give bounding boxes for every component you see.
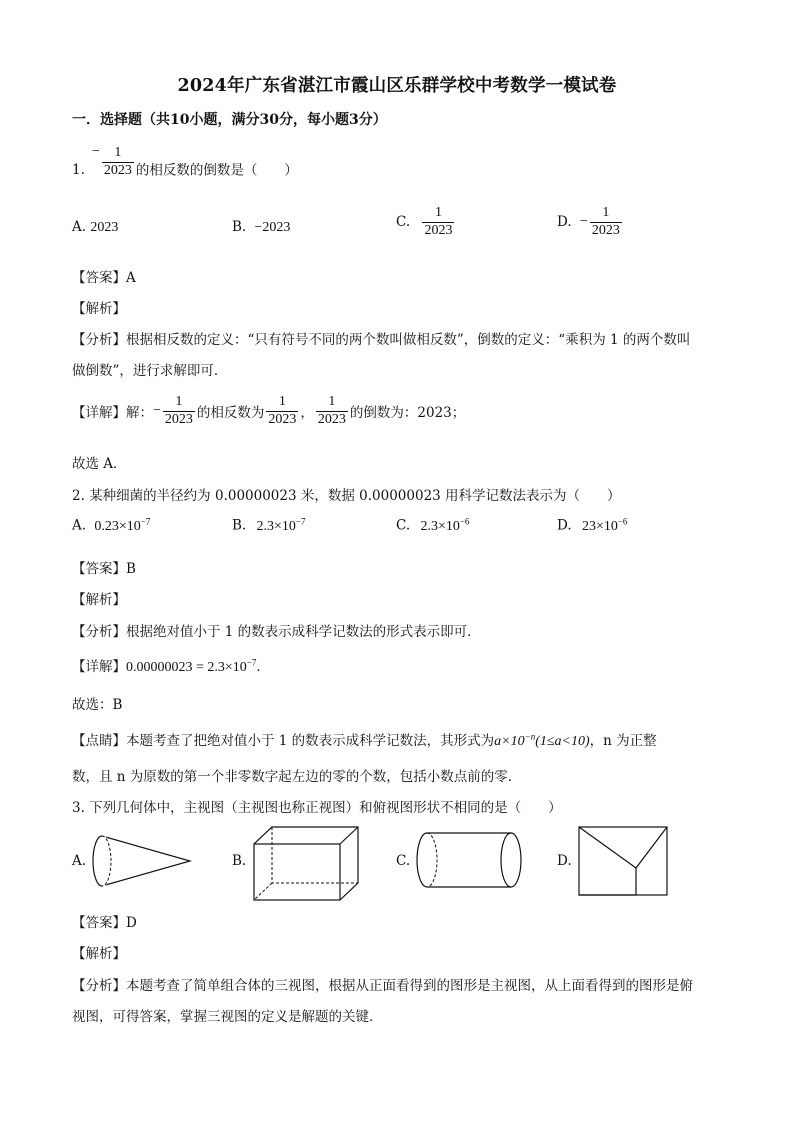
- q2-option-b-label: B.: [232, 517, 247, 534]
- q2-option-d-label: D.: [557, 517, 572, 534]
- q1-option-c-fraction: [422, 206, 454, 238]
- q2-answer-tag: 【答案】: [72, 561, 126, 577]
- q2-detail-tag: 【详解】: [72, 659, 126, 675]
- q2-option-c-exp: −6: [459, 516, 470, 526]
- q3-stem-text: 下列几何体中，主视图（主视图也称正视图）和俯视图形状不相同的是（ ）: [89, 800, 562, 816]
- q2-dianjing-formula: [494, 731, 590, 749]
- q1-analysis-tag: 【解析】: [72, 301, 126, 317]
- q1-detail-frac1-den: 2023: [164, 411, 193, 427]
- q1-option-d[interactable]: [557, 206, 624, 238]
- triangular-prism-icon[interactable]: [578, 826, 678, 906]
- q2-option-b-base: 2.3×10: [256, 518, 296, 534]
- q1-option-d-fraction: [590, 206, 622, 238]
- q1-answer: [72, 266, 136, 286]
- q1-option-b[interactable]: [232, 219, 290, 236]
- q3-fenxi-tag: 【分析】: [72, 978, 126, 994]
- q1-option-a[interactable]: [72, 219, 118, 236]
- cuboid-icon[interactable]: [253, 826, 373, 906]
- q2-detail-base: 0.00000023 = 2.3×10: [126, 660, 247, 675]
- q2-dianjing-formula-a: a×10: [494, 734, 525, 749]
- q2-option-a-base: 0.23×10: [94, 518, 141, 534]
- q3-answer-tag: 【答案】: [72, 915, 126, 931]
- q2-option-c[interactable]: [396, 516, 469, 535]
- q2-fenxi-text: 根据绝对值小于 1 的数表示成科学记数法的形式表示即可．: [126, 624, 481, 640]
- q1-detail-frac1-num: 1: [175, 394, 183, 409]
- cone-icon[interactable]: [88, 826, 198, 896]
- q1-option-c-label: C.: [396, 214, 411, 231]
- cylinder-icon[interactable]: [415, 831, 535, 901]
- q1-fenxi-text1: 根据相反数的定义：“只有符号不同的两个数叫做相反数”，倒数的定义：“乘积为 1 的两个数叫: [126, 332, 691, 348]
- q1-option-d-den: 2023: [591, 222, 620, 238]
- q2-option-d-base: 23×10: [581, 518, 618, 534]
- q2-option-b-value: [256, 516, 306, 534]
- q2-detail: [72, 655, 270, 676]
- q1-detail-frac2-den: 2023: [268, 411, 297, 427]
- q1-fenxi-line1: [72, 328, 690, 348]
- q1-detail-frac2: [266, 395, 298, 427]
- q1-option-d-label: D.: [557, 214, 572, 231]
- q1-conclusion: 故选 A．: [72, 456, 127, 472]
- q1-detail-frac2-num: 1: [278, 394, 286, 409]
- q1-detail-frac1: [163, 395, 195, 427]
- q3-answer-value: D: [126, 915, 137, 931]
- q2-option-d-exp: −6: [617, 516, 628, 526]
- q1-answer-tag: 【答案】: [72, 270, 126, 286]
- q2-dianjing-tag: 【点睛】: [72, 733, 126, 749]
- q1-fraction-numerator: 1: [114, 145, 122, 160]
- q2-option-c-label: C.: [396, 517, 411, 534]
- q3-fenxi-text1: 本题考查了简单组合体的三视图，根据从正面看得到的图形是主视图，从上面看得到的图形是俯: [126, 978, 693, 994]
- q1-fraction: [102, 146, 134, 178]
- q3-answer: [72, 911, 137, 931]
- q2-option-a-exp: −7: [140, 516, 151, 526]
- q1-answer-value: A: [126, 270, 136, 286]
- q3-option-c-label[interactable]: C.: [396, 853, 411, 869]
- q3-number: 3.: [72, 800, 85, 816]
- q1-detail: [72, 395, 465, 427]
- q2-option-d-value: [581, 516, 628, 534]
- section-heading: 一．选择题（共10小题，满分30分，每小题3分）: [72, 112, 387, 128]
- q2-option-c-base: 2.3×10: [420, 518, 460, 534]
- q2-dianjing-text-b: ，n 为正整: [589, 733, 657, 749]
- q1-option-d-num: 1: [602, 205, 610, 220]
- q2-option-b[interactable]: [232, 516, 306, 535]
- q2-dianjing-line1: [72, 729, 657, 750]
- q2-number: 2.: [72, 488, 85, 504]
- q1-detail-frac3: [316, 395, 348, 427]
- q1-detail-frac3-num: 1: [328, 394, 336, 409]
- q3-analysis-tag: 【解析】: [72, 946, 126, 962]
- q1-fenxi-line2: 做倒数”，进行求解即可．: [72, 363, 228, 379]
- q2-conclusion: 故选：B: [72, 697, 123, 713]
- q1-stem: [72, 146, 298, 178]
- q1-detail-minus: −: [153, 403, 161, 419]
- q2-fenxi: [72, 620, 481, 640]
- q2-stem-text: 某种细菌的半径约为 0.00000023 米，数据 0.00000023 用科学记数法表示为（ ）: [89, 488, 621, 504]
- q2-detail-formula: [126, 657, 257, 675]
- q2-answer: [72, 557, 136, 577]
- q1-stem-text: 的相反数的倒数是（ ）: [135, 162, 298, 179]
- q2-dianjing-formula-b: (1≤a<10): [535, 734, 590, 749]
- q2-option-a-label: A.: [72, 517, 87, 534]
- q3-option-d-label[interactable]: D.: [557, 853, 572, 869]
- q2-analysis-tag: 【解析】: [72, 592, 126, 608]
- q2-option-a-value: [94, 516, 151, 534]
- q1-option-c[interactable]: [396, 206, 456, 238]
- q3-option-b-label[interactable]: B.: [232, 853, 247, 869]
- q3-fenxi-line2: 视图，可得答案，掌握三视图的定义是解题的关键．: [72, 1009, 383, 1025]
- q1-detail-prefix: 解：: [126, 405, 153, 422]
- q1-detail-sep: ，: [300, 405, 314, 422]
- q1-fraction-denominator: 2023: [103, 162, 132, 178]
- q1-option-b-text: −2023: [254, 220, 291, 235]
- q2-fenxi-tag: 【分析】: [72, 624, 126, 640]
- q1-detail-frac3-den: 2023: [317, 411, 346, 427]
- q1-fenxi-tag: 【分析】: [72, 332, 126, 348]
- q1-option-a-label: A.: [72, 219, 87, 235]
- q2-stem: [72, 484, 621, 504]
- q2-option-d[interactable]: [557, 516, 627, 535]
- page-title: 2024年广东省湛江市霞山区乐群学校中考数学一模试卷: [177, 76, 617, 96]
- q2-detail-end: ．: [256, 659, 270, 675]
- q1-option-c-num: 1: [434, 205, 442, 220]
- q2-dianjing-line2: 数，且 n 为原数的第一个非零数字起左边的零的个数，包括小数点前的零．: [72, 769, 522, 785]
- q1-option-d-minus: −: [579, 214, 588, 230]
- q1-detail-mid1: 的相反数为: [196, 405, 265, 422]
- q2-detail-exp: −7: [246, 657, 257, 668]
- q1-option-b-label: B.: [232, 219, 247, 235]
- q1-detail-tag: 【详解】: [72, 405, 126, 422]
- q1-option-a-text: 2023: [90, 220, 119, 235]
- q1-minus: −: [92, 144, 100, 160]
- q2-dianjing-formula-exp: −n: [524, 731, 536, 742]
- q3-stem: [72, 796, 562, 816]
- q1-number: 1.: [72, 162, 85, 179]
- q3-fenxi-line1: [72, 974, 693, 994]
- q3-option-a-label[interactable]: A.: [72, 853, 87, 869]
- q2-option-c-value: [420, 516, 470, 534]
- q1-detail-mid2: 的倒数为：2023；: [349, 405, 466, 422]
- q1-option-c-den: 2023: [424, 222, 453, 238]
- q2-dianjing-text-a: 本题考查了把绝对值小于 1 的数表示成科学记数法，其形式为: [126, 733, 495, 749]
- q2-option-a[interactable]: [72, 516, 150, 535]
- q2-option-b-exp: −7: [295, 516, 306, 526]
- q2-answer-value: B: [126, 561, 136, 577]
